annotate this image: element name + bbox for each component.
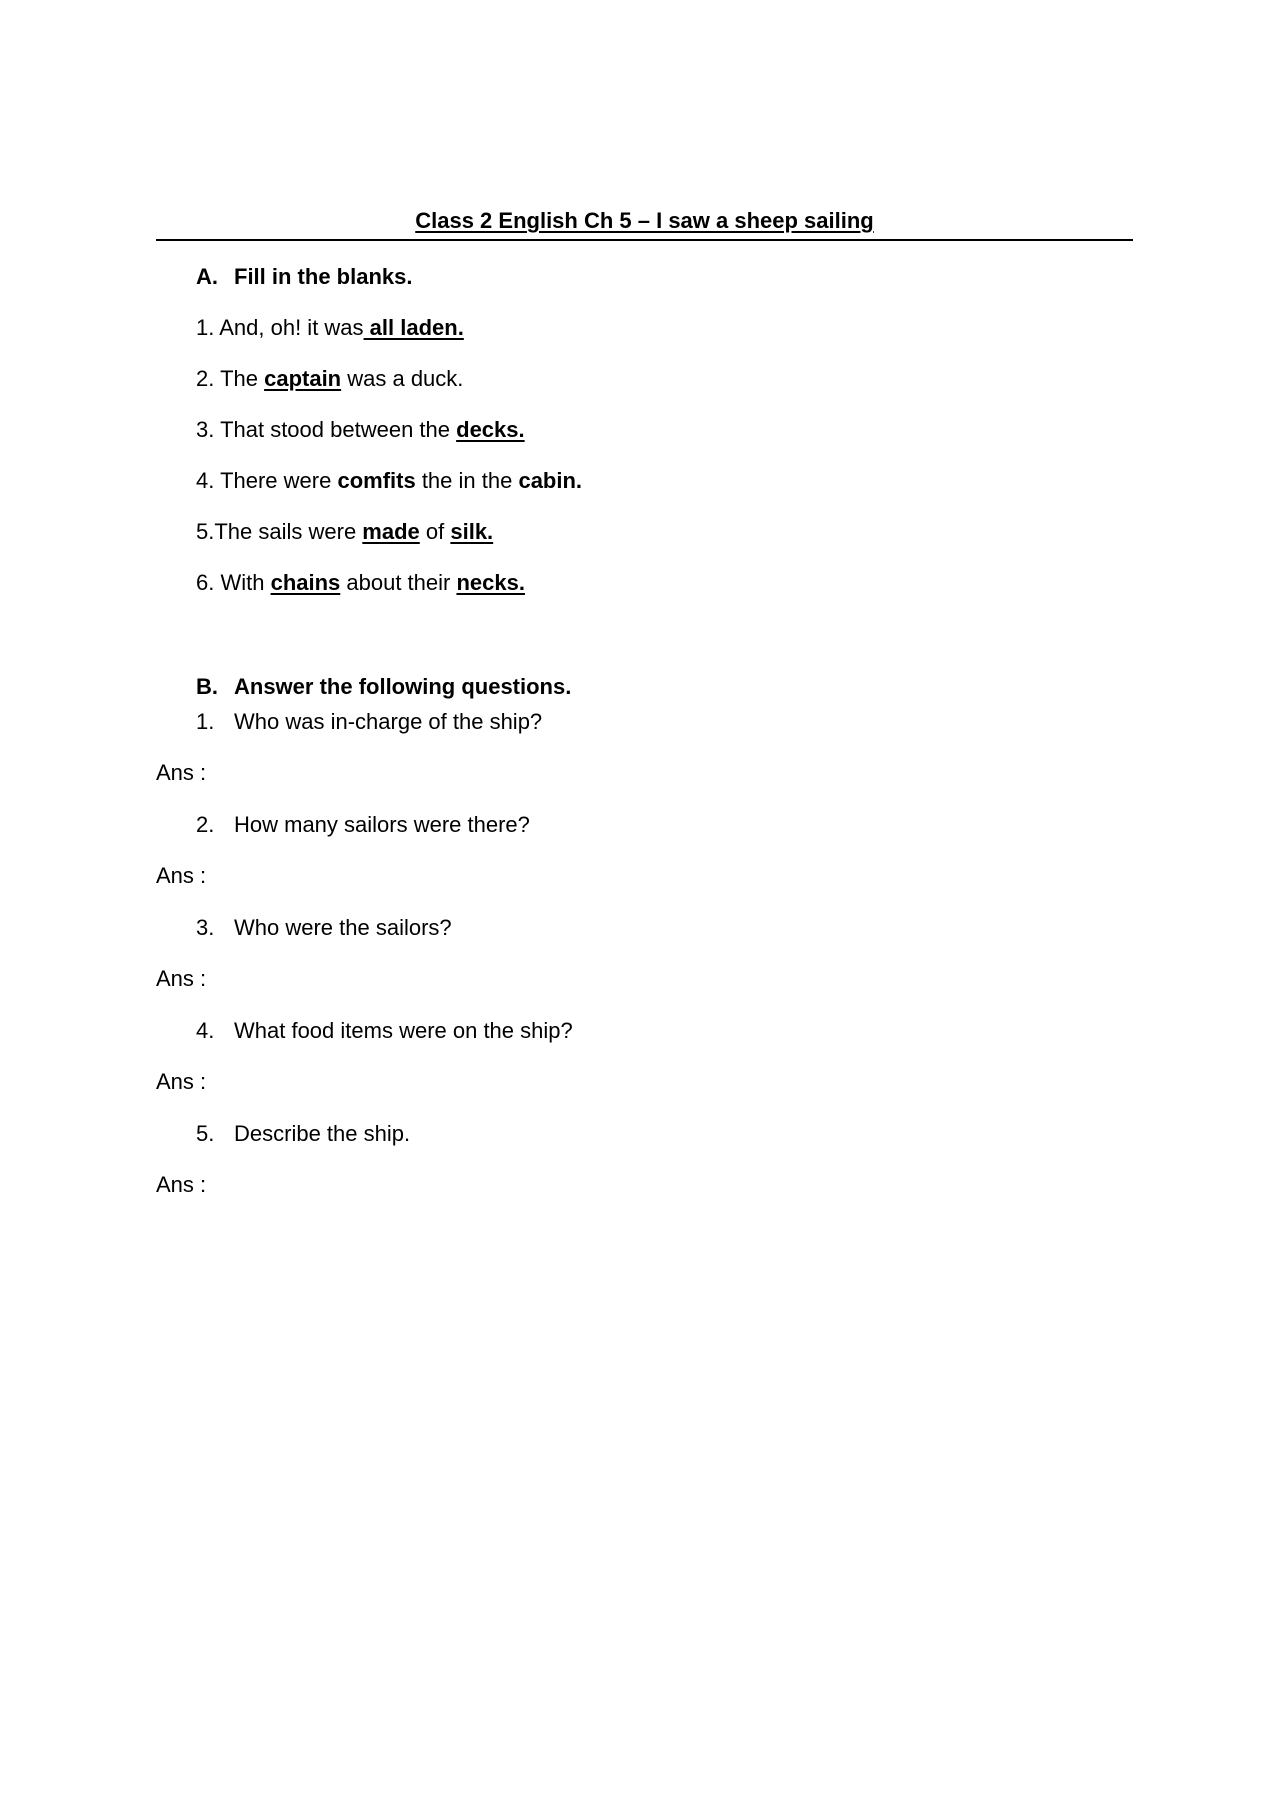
answer-label: Ans : bbox=[156, 1172, 207, 1197]
section-a-marker: A. bbox=[196, 264, 218, 289]
fill-item-6 bbox=[196, 568, 525, 598]
fill-item-text: the in the bbox=[415, 468, 519, 493]
question-3 bbox=[196, 913, 452, 943]
fill-item-3 bbox=[196, 415, 525, 445]
fill-answer: comfits bbox=[337, 468, 416, 493]
question-5 bbox=[196, 1119, 410, 1149]
section-a-heading bbox=[196, 262, 412, 292]
fill-answer: silk. bbox=[450, 519, 494, 544]
fill-item-1 bbox=[196, 313, 464, 343]
fill-item-text: 5.The sails were bbox=[196, 519, 363, 544]
fill-item-2 bbox=[196, 364, 463, 394]
fill-answer: captain bbox=[264, 366, 342, 391]
fill-item-4 bbox=[196, 466, 582, 496]
question-text: How many sailors were there? bbox=[234, 812, 530, 837]
answer-label: Ans : bbox=[156, 966, 207, 991]
fill-item-text: about their bbox=[340, 570, 457, 595]
question-1 bbox=[196, 707, 542, 737]
fill-item-text: 2. The bbox=[196, 366, 265, 391]
answer-label: Ans : bbox=[156, 1069, 207, 1094]
fill-item-5 bbox=[196, 517, 493, 547]
fill-answer: made bbox=[362, 519, 420, 544]
question-number: 1. bbox=[196, 709, 215, 734]
question-text: What food items were on the ship? bbox=[234, 1018, 573, 1043]
fill-answer: chains bbox=[270, 570, 341, 595]
answer-label: Ans : bbox=[156, 863, 207, 888]
question-number: 2. bbox=[196, 812, 215, 837]
question-2 bbox=[196, 810, 530, 840]
fill-item-text: 3. That stood between the bbox=[196, 417, 457, 442]
answer-label: Ans : bbox=[156, 760, 207, 785]
fill-item-text: of bbox=[419, 519, 451, 544]
fill-item-text: 4. There were bbox=[196, 468, 338, 493]
question-4 bbox=[196, 1016, 573, 1046]
section-b-heading bbox=[196, 672, 571, 702]
section-a-title: Fill in the blanks. bbox=[234, 264, 413, 289]
question-text: Who were the sailors? bbox=[234, 915, 452, 940]
fill-answer: necks. bbox=[456, 570, 525, 595]
fill-answer: decks. bbox=[456, 417, 525, 442]
fill-item-text: 6. With bbox=[196, 570, 271, 595]
question-text: Describe the ship. bbox=[234, 1121, 411, 1146]
section-b-title: Answer the following questions. bbox=[234, 674, 572, 699]
section-b-marker: B. bbox=[196, 674, 218, 699]
fill-answer: all laden. bbox=[363, 315, 464, 340]
question-number: 4. bbox=[196, 1018, 215, 1043]
title-rule bbox=[156, 205, 1133, 241]
question-number: 5. bbox=[196, 1121, 215, 1146]
question-number: 3. bbox=[196, 915, 215, 940]
fill-item-text: was a duck. bbox=[341, 366, 464, 391]
fill-answer: cabin. bbox=[518, 468, 583, 493]
page-title: Class 2 English Ch 5 – I saw a sheep sailing bbox=[415, 208, 874, 233]
question-text: Who was in-charge of the ship? bbox=[234, 709, 543, 734]
fill-item-text: 1. And, oh! it was bbox=[196, 315, 364, 340]
